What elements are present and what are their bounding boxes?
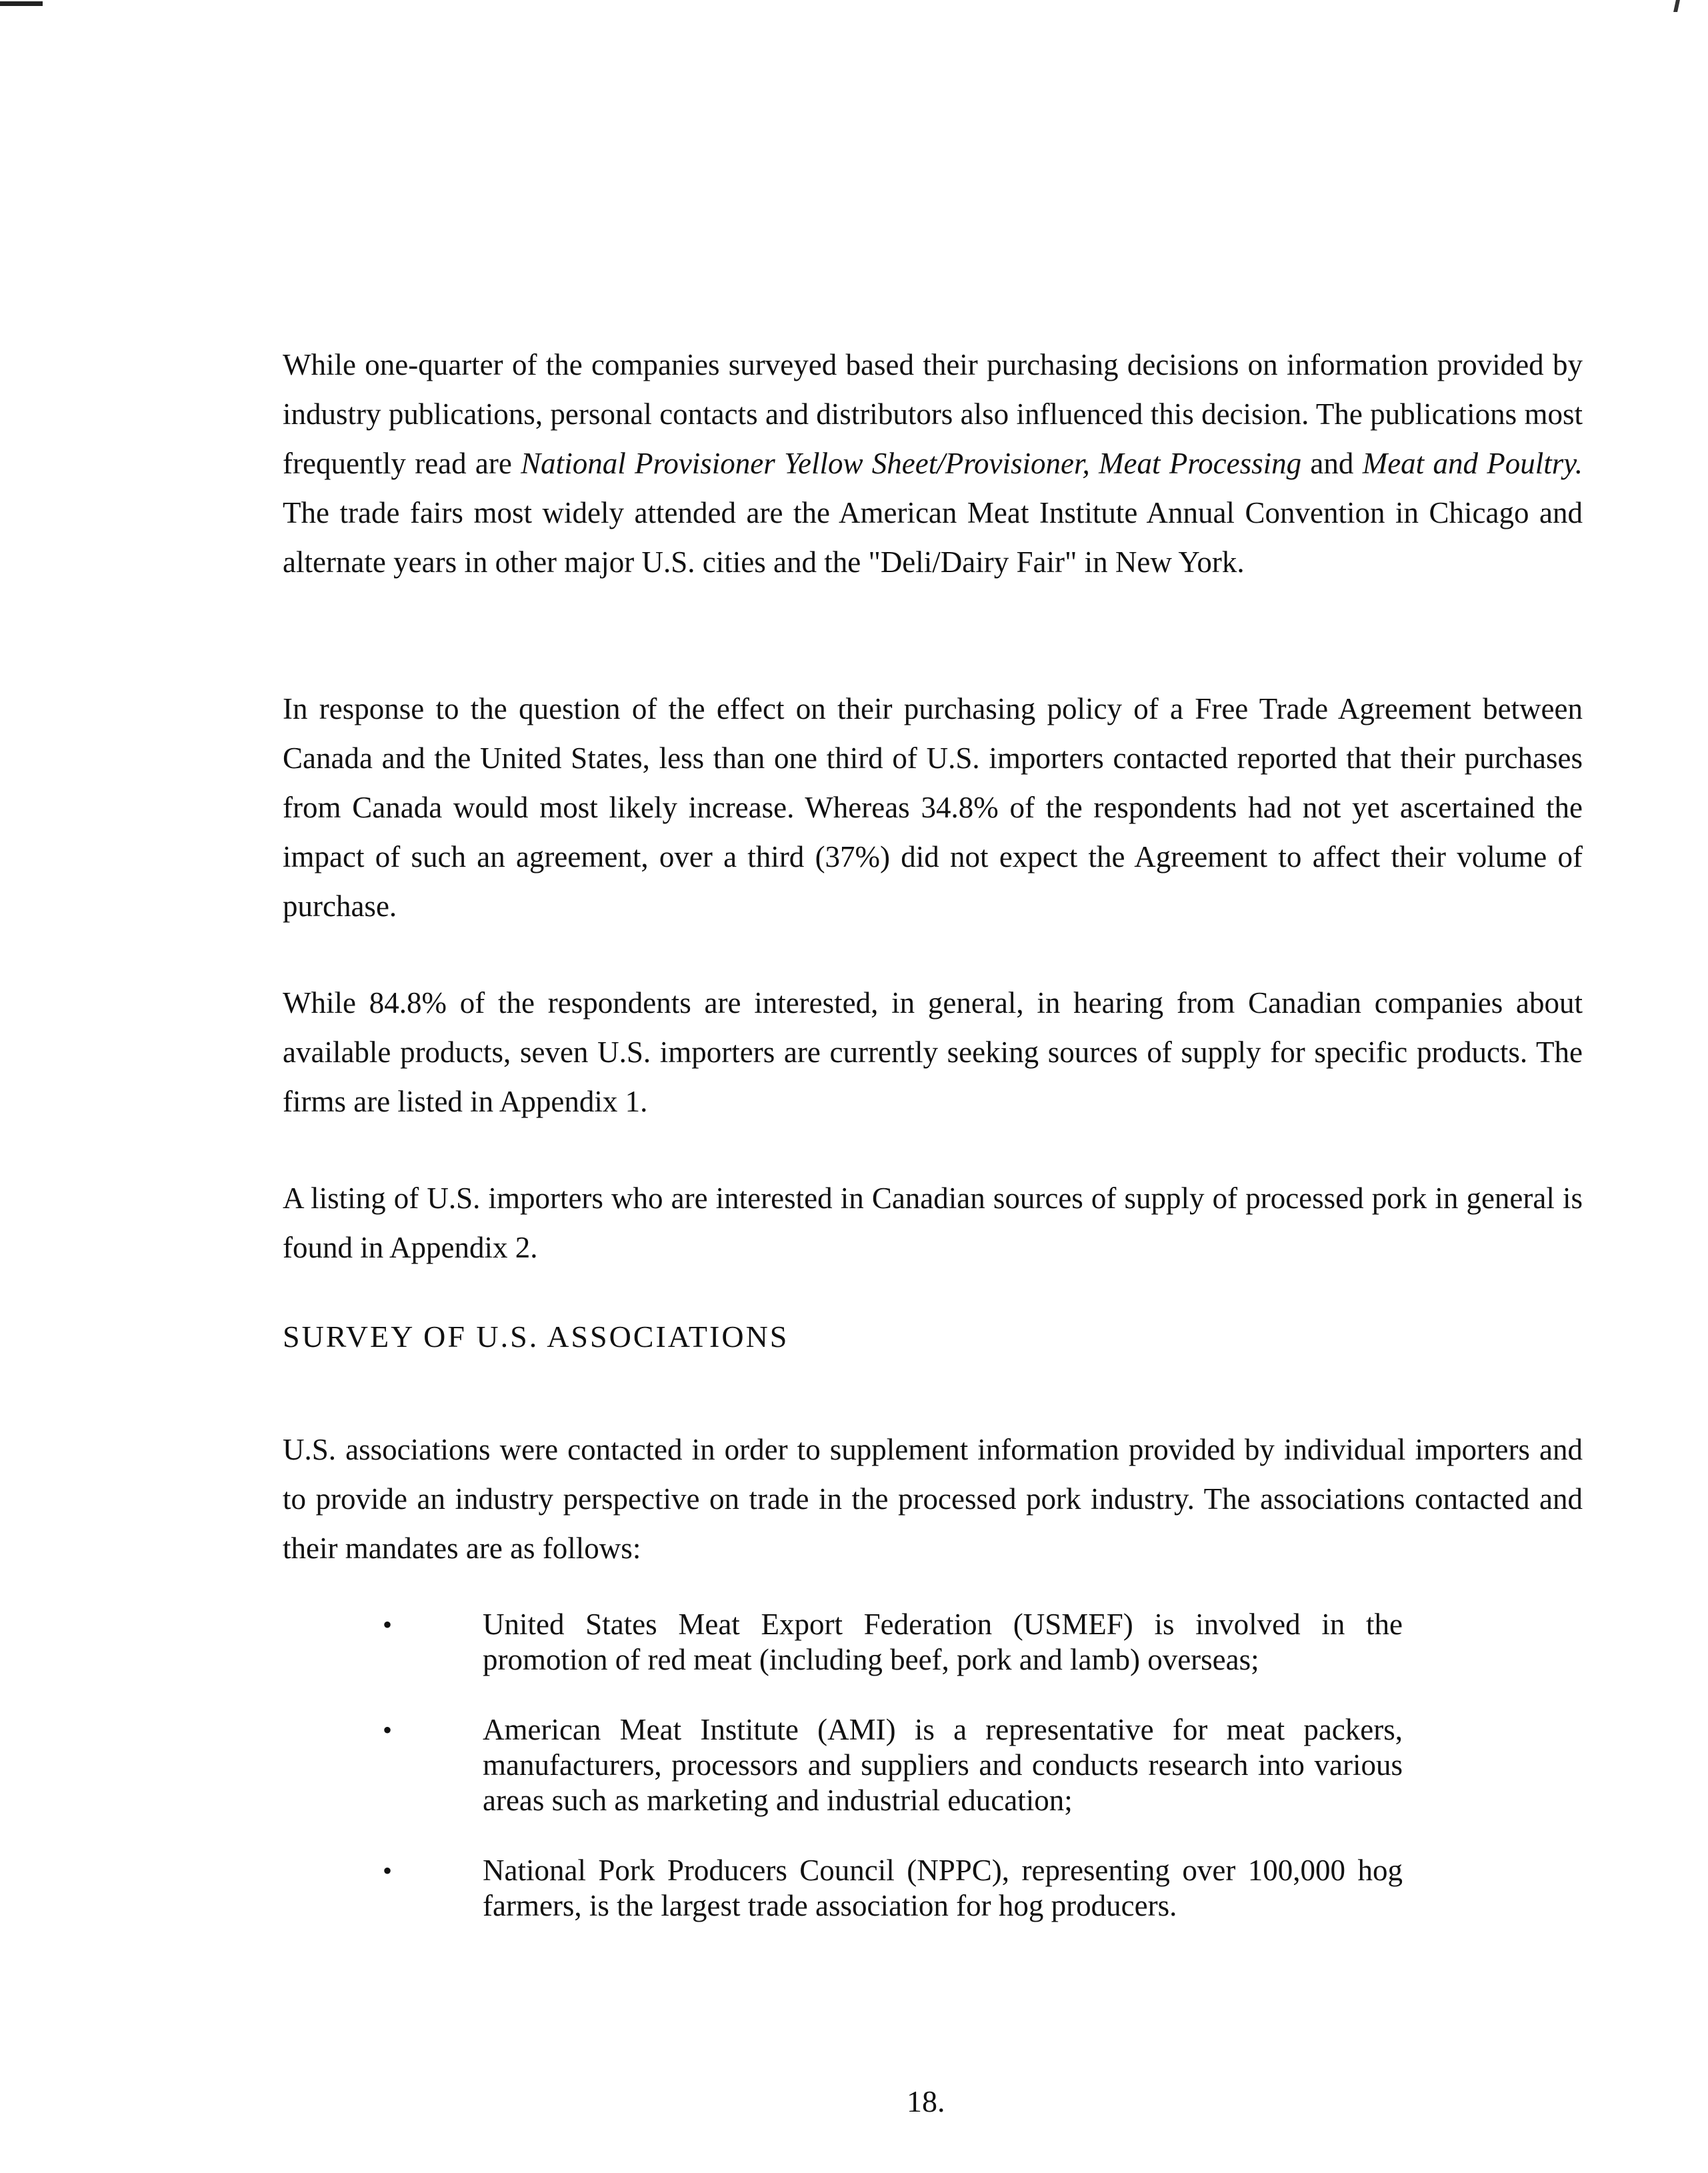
list-item [283, 1607, 1403, 1678]
paragraph-text: While one-quarter of the companies surveyed based their purchasing decisions on information provided by industry publications, personal contacts and distributors also influenced this decision. The publications most frequently read are [283, 348, 1583, 480]
paragraph-appendix: A listing of U.S. importers who are interested in Canadian sources of supply of processed pork in general is found in Appendix 2. [283, 1182, 1583, 1264]
paragraph-publications [283, 340, 1583, 587]
section-heading: SURVEY OF U.S. ASSOCIATIONS [283, 1320, 789, 1354]
publication-title: Meat and Poultry. [1362, 447, 1583, 480]
list-item-text: United States Meat Export Federation (USMEF) is involved in the promotion of red meat (including beef, pork and lamb) overseas; [483, 1608, 1403, 1676]
scan-mark-top-right [1673, 0, 1680, 12]
paragraph-free-trade: In response to the question of the effect on their purchasing policy of a Free Trade Agreement between Canada and the United States, less than one third of U.S. importers contacted reported that their purchases from Canada would most likely increase. Whereas 34.8% of the respondents had not yet ascertained the impact of such an agreement, over a third (37%) did not expect the Agreement to affect their volume of purchase. [283, 692, 1583, 923]
bullet-icon: • [383, 1715, 393, 1745]
bullet-icon: • [383, 1856, 393, 1886]
scan-mark-top-left [0, 1, 43, 6]
list-item [283, 1712, 1403, 1818]
list-item-text: National Pork Producers Council (NPPC), representing over 100,000 hog farmers, is the largest trade association for hog producers. [483, 1854, 1403, 1922]
paragraph-text: The trade fairs most widely attended are the American Meat Institute Annual Convention in Chicago and alternate years in other major U.S. cities and the "Deli/Dairy Fair" in New York. [283, 496, 1583, 579]
list-item [283, 1853, 1403, 1924]
paragraph-text: and [1301, 447, 1363, 480]
publication-title: National Provisioner Yellow Sheet/Provisioner, Meat Processing [521, 447, 1302, 480]
page-number: 18. [907, 2084, 945, 2118]
associations-list [283, 1607, 1403, 1958]
bullet-icon: • [383, 1610, 393, 1640]
paragraph-associations: U.S. associations were contacted in order to supplement information provided by individual importers and to provide an industry perspective on trade in the processed pork industry. The associations contacted and their mandates are as follows: [283, 1433, 1583, 1565]
paragraph-interest: While 84.8% of the respondents are interested, in general, in hearing from Canadian companies about available products, seven U.S. importers are currently seeking sources of supply for specific products. The firms are listed in Appendix 1. [283, 986, 1583, 1118]
list-item-text: American Meat Institute (AMI) is a representative for meat packers, manufacturers, processors and suppliers and conducts research into various areas such as marketing and industrial education; [483, 1713, 1403, 1817]
